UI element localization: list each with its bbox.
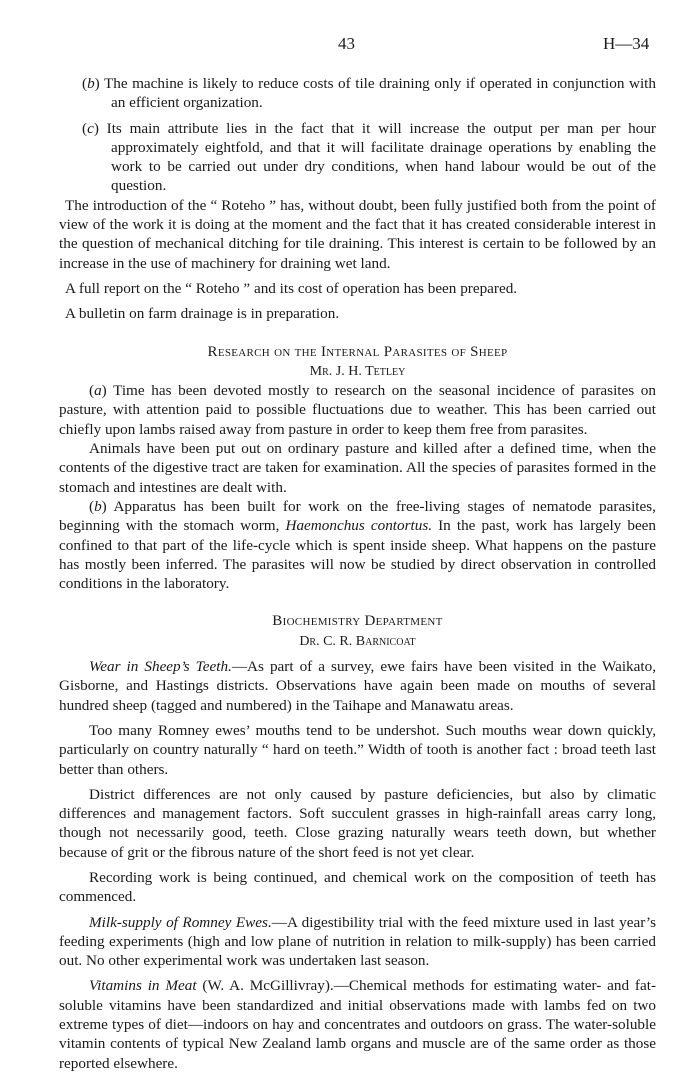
parasites-paragraph-a: (a) Time has been devoted mostly to research on the seasonal incidence of parasites on pasture, with attention paid to possible fluctuations due to weather. This has been carried out chiefly upon lambs raised away from pasture in order to keep them free from parasites. [59, 382, 656, 438]
biochemistry-byline: Dr. C. R. Barnicoat [299, 633, 416, 649]
item-label: (c) [82, 119, 99, 137]
recording-paragraph: Recording work is being continued, and chemical work on the composition of teeth has commenced. [59, 868, 656, 906]
vitamins-title: Vitamins in Meat [89, 977, 197, 995]
milk-supply-title: Milk-supply of Romney Ewes. [89, 913, 272, 931]
romney-paragraph: Too many Romney ewes’ mouths tend to be undershot. Such mouths wear down quickly, particularly on country naturally “ hard on teeth.” Width of tooth is another fact : broad teeth last better than others. [59, 721, 656, 778]
parasites-byline: Mr. J. H. Tetley [309, 363, 406, 379]
report-code: H—34 [603, 34, 650, 53]
teeth-title: Wear in Sheep’s Teeth. [89, 658, 232, 676]
item-label: a [94, 382, 102, 400]
item-text: Its main attribute lies in the fact that it will increase the output per man per hour approximately eightfold, and that it will facilitate drainage operations by enabling the work to be carried out under dry conditions, when hand labour would be out of the question. [106, 119, 656, 195]
drainage-report-paragraph: A full report on the “ Roteho ” and its cost of operation has been prepared. [65, 279, 518, 297]
drainage-bulletin-paragraph: A bulletin on farm drainage is in preparation. [65, 305, 340, 323]
teeth-paragraph: Wear in Sheep’s Teeth.—As part of a survey, ewe fairs have been visited in the Waikato, Gisborne, and Hastings districts. Observations have again been made on mouths of several hundred sheep (tagged and numbered) in the Taihape and Manawatu areas. [59, 658, 657, 714]
parasites-heading: Research on the Internal Parasites of Sheep [207, 343, 508, 360]
drainage-intro-paragraph: The introduction of the “ Roteho ” has, without doubt, been fully justified both from the point of view of the work it is doing at the moment and the fact that it has created considerable interest in the question of mechanical ditching for tile draining. This interest is certain to be followed by an increase in the use of machinery for draining wet land. [59, 196, 656, 272]
milk-supply-paragraph: Milk-supply of Romney Ewes.—A digestibility trial with the feed mixture used in last year’s feeding experiments (high and low plane of nutrition in relation to milk-supply) has been carried out. No other experimental work was undertaken last season. [59, 913, 656, 970]
item-label: b [94, 497, 102, 515]
vitamins-paragraph: Vitamins in Meat (W. A. McGillivray).—Chemical methods for estimating water- and fat-soluble vitamins have been standardized and initial observations made with lambs fed on two extreme types of diet—indoors on hay and concentrates and outdoors on grass. The water-soluble vitamin contents of typical New Zealand lamb organs and muscle are of the same order as those reported elsewhere. [59, 977, 656, 1072]
district-paragraph: District differences are not only caused by pasture deficiencies, but also by climatic differences and management factors. Soft succulent grasses in high-rainfall areas carry long, though not necessarily good, teeth. Close grazing naturally wears teeth down, but whether because of grit or the fibrous nature of the short feed is not yet clear. [59, 785, 656, 861]
parasites-paragraph-b: (b) Apparatus has been built for work on the free-living stages of nematode parasites, beginning with the stomach worm, Haemonchus contortus. In the past, work has largely been confined to that part of the life-cycle which is spent inside sheep. What happens on the pasture has mostly been inferred. The parasites will now be studied by direct observation in controlled conditions in the laboratory. [59, 497, 657, 593]
item-label: (b) [82, 75, 100, 92]
item-text: The machine is likely to reduce costs of tile draining only if operated in conjunction with an efficient organization. [103, 75, 656, 112]
species-name: Haemonchus contortus. [285, 517, 433, 535]
biochemistry-heading: Biochemistry Department [272, 613, 443, 630]
page-number: 43 [338, 34, 355, 53]
parasites-animals-paragraph: Animals have been put out on ordinary pasture and killed after a defined time, when the contents of the digestive tract are taken for examination. All the species of parasites formed in the stomach and intestines are dealt with. [59, 440, 656, 496]
drainage-item-b [59, 74, 656, 113]
drainage-item-c [59, 119, 656, 196]
page-body [59, 74, 656, 1073]
